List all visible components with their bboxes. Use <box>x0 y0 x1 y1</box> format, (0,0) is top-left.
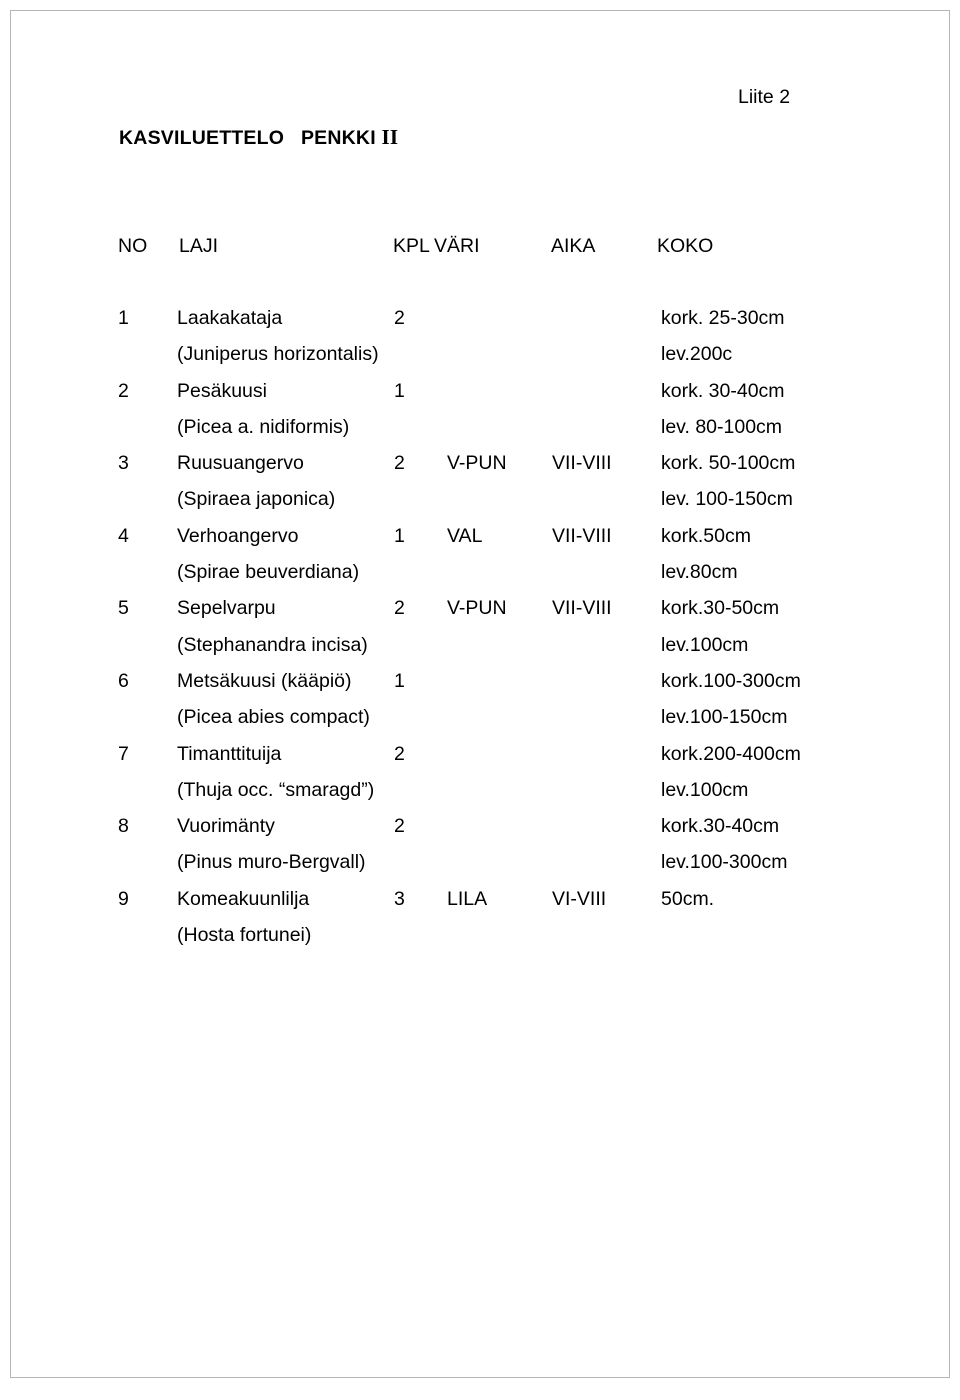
table-row <box>11 488 949 524</box>
plant-name: (Pinus muro-Bergvall) <box>177 851 366 874</box>
table-row <box>11 924 949 960</box>
plant-name: (Juniperus horizontalis) <box>177 343 379 366</box>
row-number: 4 <box>118 524 129 547</box>
table-header <box>11 235 949 261</box>
plant-size: kork.50cm <box>661 524 751 547</box>
header-color: VÄRI <box>434 235 480 257</box>
plant-size: kork. 50-100cm <box>661 452 796 475</box>
plant-name: (Picea a. nidiformis) <box>177 415 350 438</box>
plant-size: 50cm. <box>661 887 715 910</box>
plant-name: (Spirae beuverdiana) <box>177 561 360 584</box>
table-row <box>11 706 949 742</box>
plant-size: lev. 80-100cm <box>661 415 783 438</box>
table-row <box>11 307 949 343</box>
plant-name: Timanttituija <box>177 742 282 765</box>
plant-color: VAL <box>447 524 483 547</box>
plant-name: Vuorimänty <box>177 815 275 838</box>
plant-size: kork.30-50cm <box>661 597 780 620</box>
title-text: KASVILUETTELO PENKKI <box>119 127 376 149</box>
table-row <box>11 851 949 887</box>
table-row <box>11 561 949 597</box>
plant-quantity: 2 <box>394 307 405 329</box>
table-row <box>11 815 949 851</box>
plant-size: lev. 100-150cm <box>661 488 793 511</box>
plant-quantity: 3 <box>394 887 405 910</box>
row-number: 5 <box>118 597 129 620</box>
plant-size: lev.100-150cm <box>661 706 788 729</box>
document-title <box>119 125 398 150</box>
plant-quantity: 1 <box>394 379 405 402</box>
plant-name: Laakakataja <box>177 307 283 329</box>
plant-name: (Spiraea japonica) <box>177 488 336 511</box>
row-number: 1 <box>118 307 129 329</box>
plant-name: Komeakuunlilja <box>177 887 310 910</box>
plant-name: (Thuja occ. “smaragd”) <box>177 778 375 801</box>
flowering-time: VII-VIII <box>552 597 612 620</box>
plant-table-body <box>11 307 949 960</box>
plant-size: lev.100cm <box>661 778 749 801</box>
plant-name: Sepelvarpu <box>177 597 276 620</box>
table-row <box>11 670 949 706</box>
flowering-time: VII-VIII <box>552 524 612 547</box>
plant-name: Ruusuangervo <box>177 452 304 475</box>
table-row <box>11 888 949 924</box>
plant-name: (Picea abies compact) <box>177 706 370 729</box>
plant-size: kork.30-40cm <box>661 815 780 838</box>
title-numeral: II <box>381 125 399 149</box>
appendix-label: Liite 2 <box>738 86 791 108</box>
plant-name: Metsäkuusi (kääpiö) <box>177 669 352 692</box>
header-no: NO <box>118 235 148 257</box>
plant-quantity: 2 <box>394 742 405 765</box>
row-number: 7 <box>118 742 129 765</box>
plant-size: kork. 25-30cm <box>661 307 785 329</box>
plant-size: kork. 30-40cm <box>661 379 785 402</box>
plant-size: lev.80cm <box>661 561 738 584</box>
table-row <box>11 743 949 779</box>
row-number: 9 <box>118 887 129 910</box>
document-page <box>10 10 950 1378</box>
plant-size: lev.100-300cm <box>661 851 788 874</box>
header-name: LAJI <box>179 235 219 257</box>
table-row <box>11 634 949 670</box>
plant-color: V-PUN <box>447 452 507 475</box>
plant-color: V-PUN <box>447 597 507 620</box>
table-row <box>11 380 949 416</box>
row-number: 3 <box>118 452 129 475</box>
table-row <box>11 452 949 488</box>
plant-name: Pesäkuusi <box>177 379 267 402</box>
table-row <box>11 416 949 452</box>
plant-size: lev.200c <box>661 343 733 366</box>
table-row <box>11 597 949 633</box>
header-qty: KPL <box>393 235 430 257</box>
plant-size: kork.200-400cm <box>661 742 801 765</box>
plant-quantity: 2 <box>394 452 405 475</box>
plant-name: (Hosta fortunei) <box>177 924 312 947</box>
plant-color: LILA <box>447 887 488 910</box>
plant-name: Verhoangervo <box>177 524 299 547</box>
header-size: KOKO <box>657 235 714 257</box>
plant-name: (Stephanandra incisa) <box>177 633 368 656</box>
table-row <box>11 525 949 561</box>
plant-size: lev.100cm <box>661 633 749 656</box>
table-row <box>11 779 949 815</box>
flowering-time: VII-VIII <box>552 452 612 475</box>
plant-quantity: 2 <box>394 815 405 838</box>
table-row <box>11 343 949 379</box>
row-number: 8 <box>118 815 129 838</box>
row-number: 2 <box>118 379 129 402</box>
plant-quantity: 1 <box>394 669 405 692</box>
header-time: AIKA <box>551 235 596 257</box>
flowering-time: VI-VIII <box>552 887 607 910</box>
row-number: 6 <box>118 669 129 692</box>
plant-quantity: 2 <box>394 597 405 620</box>
plant-quantity: 1 <box>394 524 405 547</box>
plant-size: kork.100-300cm <box>661 669 801 692</box>
